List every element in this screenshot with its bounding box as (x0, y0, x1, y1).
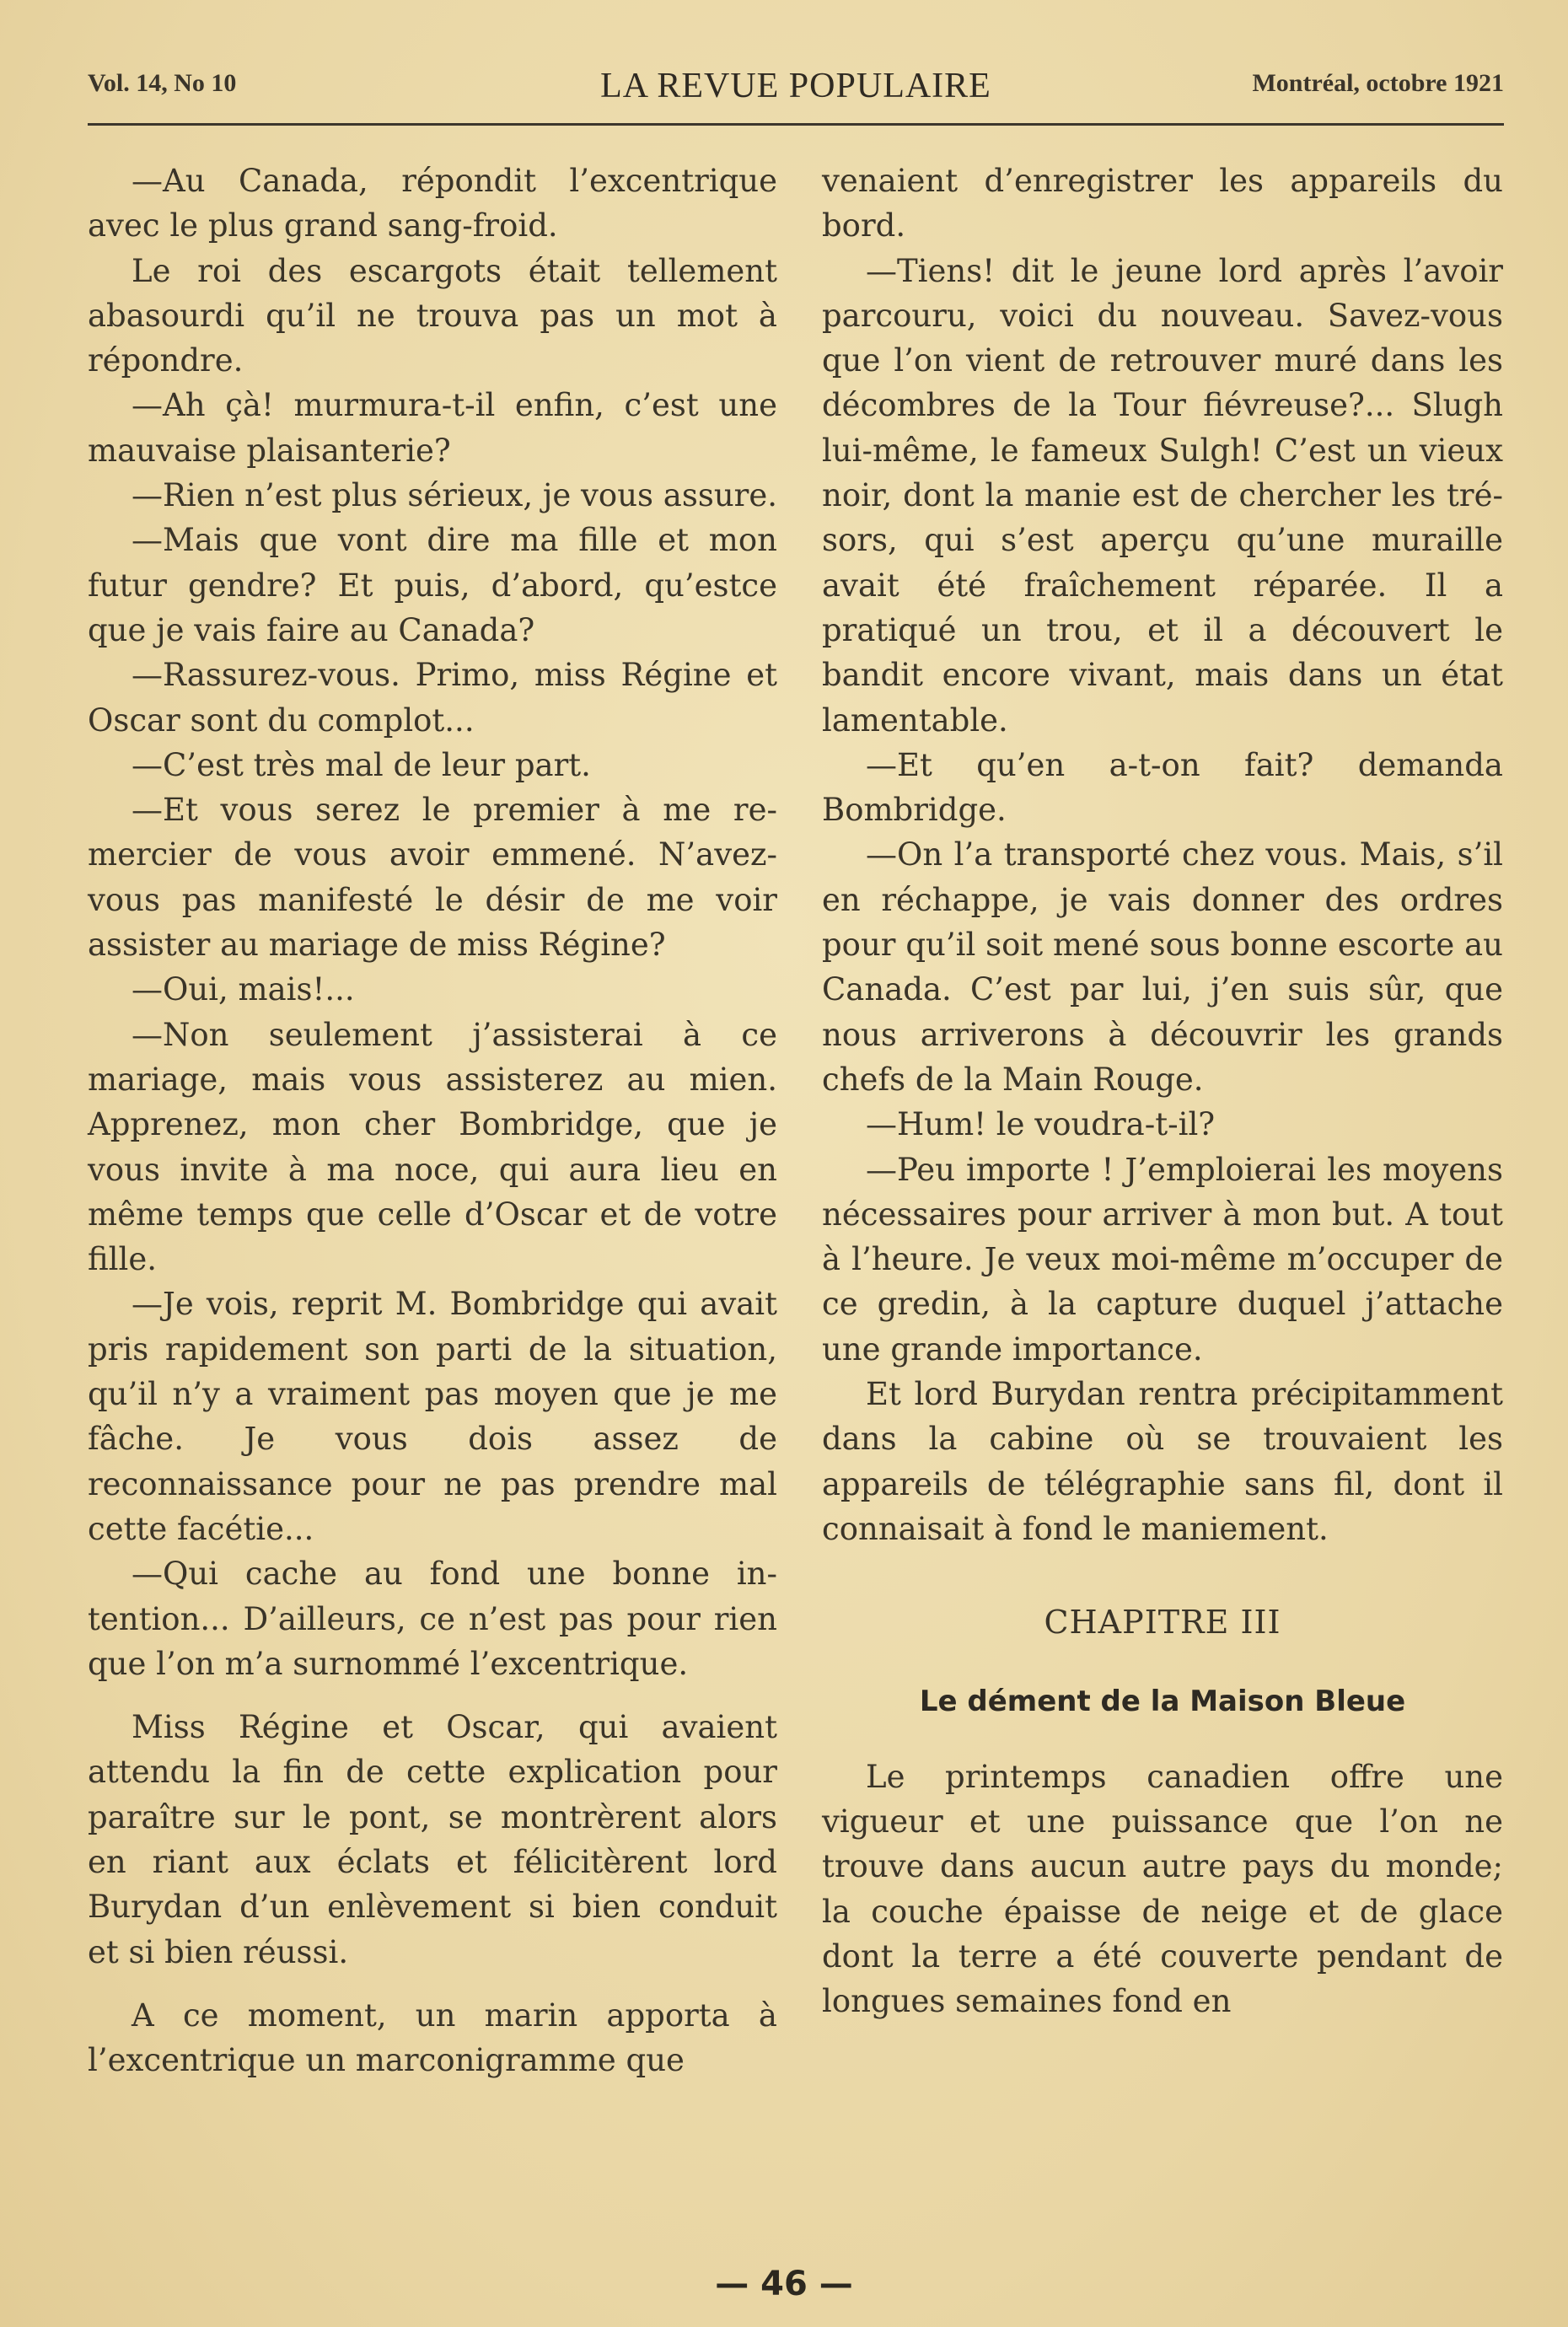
right-column (822, 159, 1503, 2024)
page-number: — 46 — (715, 2265, 853, 2303)
chapter-heading: CHAPITRE III (1044, 1604, 1281, 1642)
paragraph: —Et vous serez le premier à me remercier de vous avoir emmené. N’avez-vous pas manifesté le désir de me voir assister au mariage de miss Régine? (88, 792, 777, 964)
paragraph: —Qui cache au fond une bonne intention... D’ailleurs, ce n’est pas pour rien que l’on m’a surnommé l’excentrique. (88, 1556, 777, 1682)
paragraph: —Au Canada, répondit l’excentrique avec le plus grand sang-froid. (88, 163, 777, 245)
paragraph: —Et qu’en a-t-on fait? demanda Bombridge. (822, 746, 1503, 829)
volume-issue: Vol. 14, No 10 (88, 69, 237, 97)
paragraph: Miss Régine et Oscar, qui avaient attendu la fin de cette explication pour paraître sur le pont, se montrèrent alors en riant aux éclats et félicitèrent lord Burydan d’un enlèvement si bien conduit et si bien réussi. (88, 1709, 777, 1970)
paragraph: Le roi des escargots était tellement abasourdi qu’il ne trouva pas un mot à répondre. (88, 252, 777, 379)
paragraph: —Ah çà! murmura-t-il enfin, c’est une mauvaise plaisanterie? (88, 387, 777, 469)
paragraph: venaient d’enregistrer les appareils du bord. (822, 163, 1503, 245)
place-date: Montréal, octobre 1921 (1252, 69, 1504, 97)
paragraph: A ce moment, un marin apporta à l’excentrique un marconigramme que (88, 1996, 777, 2079)
paragraph: —C’est très mal de leur part. (132, 746, 591, 783)
paragraph: —Rassurez-vous. Primo, miss Régine et Oscar sont du complot... (88, 657, 777, 739)
paragraph: —Je vois, reprit M. Bombridge qui avait pris rapidement son parti de la situation, qu’il n’y a vraiment pas moyen que je me fâche. Je vous dois assez de reconnaissance pour ne pas prendre mal cette facétie... (88, 1286, 777, 1547)
paragraph: Le printemps canadien offre une vigueur et une puissance que l’on ne trouve dans aucun autre pays du monde; la couche épaisse de neige et de glace dont la terre a été couverte pendant de longues semaines fond en (822, 1758, 1503, 2020)
paragraph: —Non seulement j’assisterai à ce mariage, mais vous assisterez au mien. Apprenez, mon cher Bombridge, que je vous invite à ma noce, qui aura lieu en même temps que celle d’Oscar et de votre fille. (88, 1016, 777, 1278)
journal-title: LA REVUE POPULAIRE (600, 67, 991, 105)
left-column (88, 159, 777, 2082)
paragraph: —On l’a transporté chez vous. Mais, s’il en réchappe, je vais donner des ordres pour qu’il soit mené sous bonne escorte au Canada. C’est par lui, j’en suis sûr, que nous arriverons à découvrir les grands chefs de la Main Rouge. (822, 836, 1503, 1098)
paragraph: —Oui, mais!... (132, 971, 355, 1008)
paragraph: —Tiens! dit le jeune lord après l’avoir parcouru, voici du nouveau. Savez-vous que l’on vient de retrouver muré dans les décombres de la Tour fiévreuse?... Slugh lui-même, le fameux Sulgh! C’est un vieux noir, dont la manie est de chercher les trésors, qui s’est aperçu qu’une muraille avait été fraîchement réparée. Il a pratiqué un trou, et il a découvert le bandit encore vivant, mais dans un état lamentable. (822, 252, 1503, 739)
paragraph: —Hum! le voudra-t-il? (866, 1106, 1216, 1143)
paragraph: —Peu importe ! J’emploierai les moyens nécessaires pour arriver à mon but. A tout à l’heure. Je veux moi-même m’occuper de ce gredin, à la capture duquel j’attache une grande importance. (822, 1151, 1503, 1368)
running-header (88, 66, 1504, 108)
paragraph: Et lord Burydan rentra précipitamment dans la cabine où se trouvaient les appareils de télégraphie sans fil, dont il connaisait à fond le maniement. (822, 1376, 1503, 1547)
header-rule (88, 123, 1504, 126)
paragraph: —Rien n’est plus sérieux, je vous assure. (132, 477, 777, 514)
paragraph: —Mais que vont dire ma fille et mon futur gendre? Et puis, d’abord, qu’estce que je vais faire au Canada? (88, 522, 777, 648)
chapter-title: Le dément de la Maison Bleue (919, 1684, 1406, 1718)
